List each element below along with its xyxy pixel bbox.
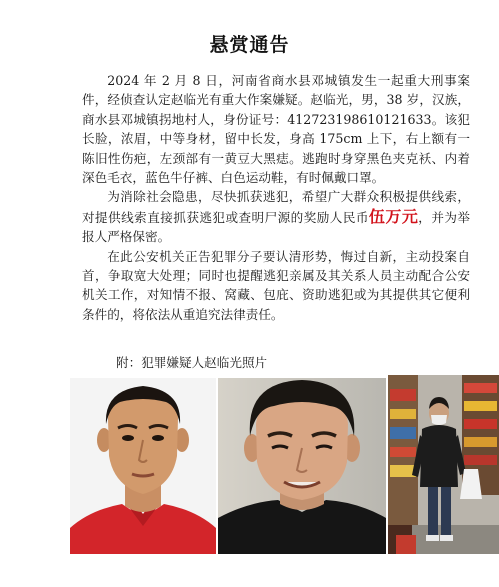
- warning-paragraph: 在此公安机关正告犯罪分子要认清形势，悔过自新，主动投案自首，争取宽大处理；同时也提醒逃犯亲属及其关系人员主动配合公安机关工作，对知情不报、窝藏、包庇、资助逃犯或为其提供其它便利条件的，将依法从重追究法律责任。: [82, 248, 470, 322]
- notice-body: [82, 71, 470, 324]
- reward-text-post: ，并为举报人严格保密。: [82, 209, 471, 245]
- reward-amount: 伍万元: [368, 206, 419, 226]
- suspect-surveillance-photo: [388, 375, 499, 554]
- case-description-paragraph: 2024 年 2 月 8 日，河南省商水县邓城镇发生一起重大刑事案件，经侦查认定赵临光有重大作案嫌疑。赵临光，男，38 岁，汉族，商水县邓城镇拐地村人，身份证号：412723198610121633。该犯长脸，浓眉，中等身材，留中长发，身高 175cm 上下，右上额有一陈旧性伤疤，左颈部有一黄豆大黑痣。逃跑时身穿黑色夹克袄、内着深色毛衣，蓝色牛仔裤、白色运动鞋，有时佩戴口罩。: [82, 73, 470, 186]
- suspect-selfie-photo: [218, 378, 386, 554]
- reward-paragraph: [82, 187, 470, 246]
- notice-title: 悬赏通告: [209, 34, 290, 56]
- suspect-id-photo: [70, 378, 216, 554]
- reward-text-pre: 为消除社会隐患，尽快抓获逃犯，希望广大群众积极提供线索，对提供线索直接抓获逃犯或查明尸源的奖励人民币: [82, 189, 470, 225]
- photo-caption: 附：犯罪嫌疑人赵临光照片: [116, 355, 268, 370]
